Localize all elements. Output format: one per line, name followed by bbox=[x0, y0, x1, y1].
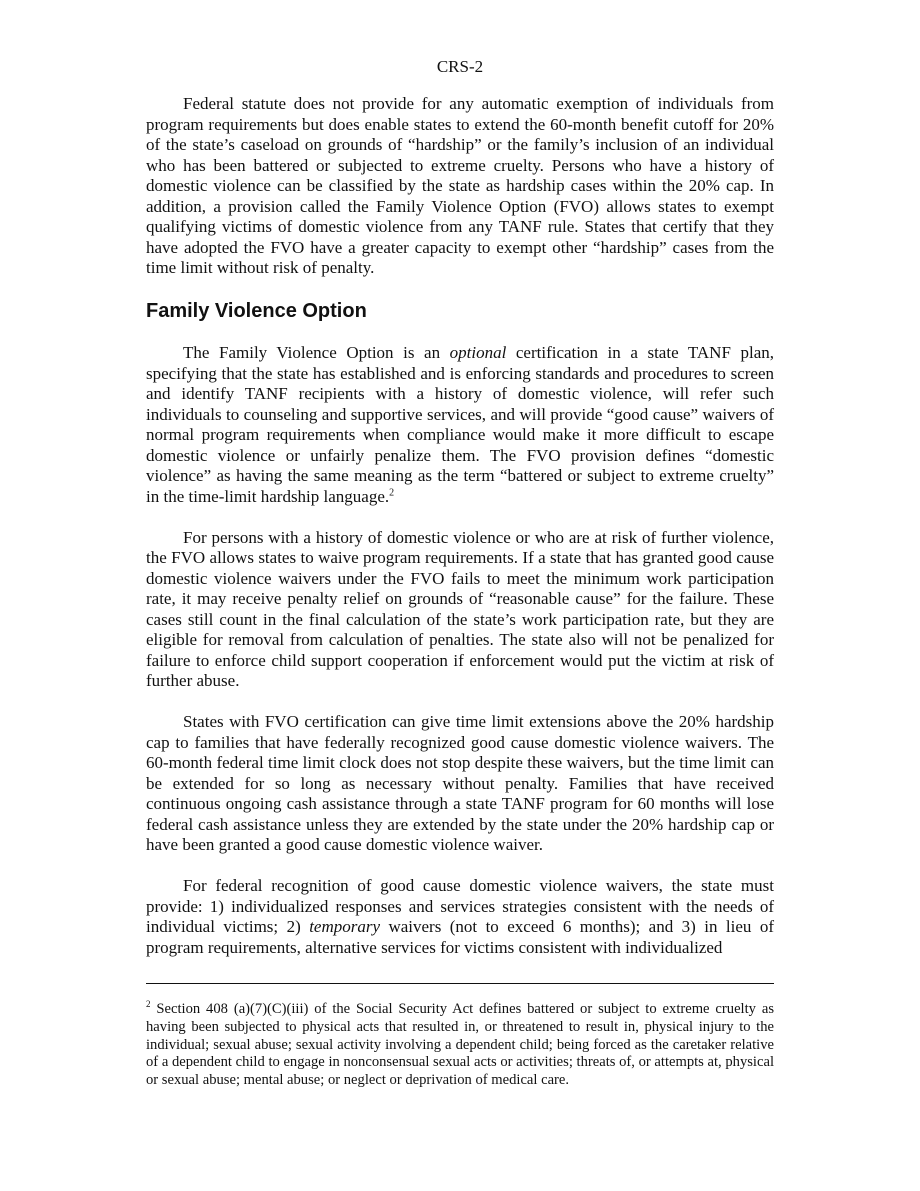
document-body bbox=[146, 94, 774, 979]
paragraph-fvo-definition bbox=[146, 343, 774, 507]
text-run: For federal recognition of good cause domestic violence waivers, the state must provide: 1) individualized responses and services strategies consistent with the needs of individual victims; 2) bbox=[146, 876, 774, 936]
paragraph-hardship-exemption: Federal statute does not provide for any automatic exemption of individuals from program requirements but does enable states to extend the 60-month benefit cutoff for 20% of the state’s caseload on grounds of “hardship” or the family’s inclusion of an individual who has been battered or subjected to extreme cruelty. Persons who have a history of domestic violence can be classified by the state as hardship cases within the 20% cap. In addition, a provision called the Family Violence Option (FVO) allows states to exempt qualifying victims of domestic violence from any TANF rule. States that certify that they have adopted the FVO have a greater capacity to exempt other “hardship” cases from the time limit without risk of penalty. bbox=[146, 94, 774, 277]
text-run: waivers (not to exceed 6 months); and 3) in lieu of program requirements, alternative services for victims consistent with individualized bbox=[146, 917, 774, 957]
paragraph-time-limit-extensions: States with FVO certification can give time limit extensions above the 20% hardship cap to families that have federally recognized good cause domestic violence waivers. The 60-month federal time limit clock does not stop despite these waivers, but the time limit can be extended for so long as necessary without penalty. Families that have received continuous ongoing cash assistance through a state TANF program for 60 months will lose federal cash assistance unless they are extended by the state under the 20% hardship cap or have been granted a good cause domestic violence waiver. bbox=[146, 712, 774, 854]
page-number: CRS-2 bbox=[436, 57, 484, 76]
footnote-text: Section 408 (a)(7)(C)(iii) of the Social Security Act defines battered or subject to extreme cruelty as having been subjected to physical acts that resulted in, or threatened to result in, physical injury to the individual; sexual abuse; sexual activity involving a dependent child; being forced as the caretaker relative of a dependent child to engage in nonconsensual sexual acts or activities; threats of, or attempts at, physical or sexual abuse; mental abuse; or neglect or deprivation of medical care. bbox=[146, 1001, 774, 1089]
footnote-divider bbox=[146, 983, 774, 984]
text-run: The Family Violence Option is an bbox=[183, 343, 450, 362]
footnote bbox=[146, 1001, 774, 1090]
section-heading: Family Violence Option bbox=[146, 300, 367, 322]
footnote-marker: 2 bbox=[146, 999, 151, 1010]
footnote-reference[interactable]: 2 bbox=[389, 486, 395, 498]
paragraph-fvo-waivers: For persons with a history of domestic violence or who are at risk of further violence, the FVO allows states to waive program requirements. If a state that has granted good cause domestic violence waivers under the FVO fails to meet the minimum work participation rate, it may receive penalty relief on grounds of “reasonable cause” for the failure. These cases still count in the final calculation of the state’s work participation rate, but they are eligible for removal from calculation of penalties. The state also will not be penalized for failure to enforce child support cooperation if enforcement would put the victim at risk of further abuse. bbox=[146, 527, 774, 690]
emphasis-temporary: temporary bbox=[309, 917, 381, 936]
text-run: certification in a state TANF plan, specifying that the state has established and is enforcing standards and procedures to screen and identify TANF recipients with a history of domestic violence, will refer such individuals to counseling and supportive services, and will provide “good cause” waivers of normal program requirements when compliance would make it more difficult to escape domestic violence or unfairly penalize them. The FVO provision defines “domestic violence” as having the same meaning as the term “battered or subject to extreme cruelty” in the time-limit hardship language. bbox=[146, 343, 774, 506]
paragraph-federal-recognition bbox=[146, 876, 774, 958]
emphasis-optional: optional bbox=[449, 343, 507, 362]
